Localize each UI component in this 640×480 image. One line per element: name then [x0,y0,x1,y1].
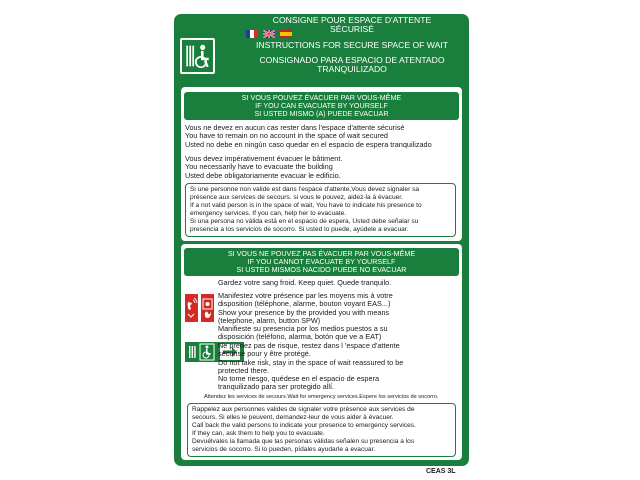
help-line-2: présence aux services de secours. si vous le pouvez, aidez-la à évacuer. [190,194,403,202]
wait-line-3: Do not take risk, stay in the space of wait reassured to be [218,357,404,367]
evacuate-es: Usted debe obligatoriamente evacuar le edificio. [185,170,341,180]
remind-line-1: Rappelez aux personnes valides de signaler votre présence aux services de [192,406,415,413]
remind-line-6: servicios de socorro. Si lo pueden, pídales ayudarle a evacuar. [192,446,376,454]
signal-line-2: disposition (téléphone, alarme, bouton voyant EAS...) [218,299,391,309]
section-cannot-evacuate [181,244,462,460]
remain-instruction [185,124,432,149]
sign-header [174,14,469,84]
can-evacuate-fr: SI VOUS POUVEZ ÉVACUER PAR VOUS-MÊME [241,93,402,102]
remind-line-4: If they can, ask them to help you to evacuate. [192,430,325,438]
help-line-4: emergency services. If you can, help her to evacuate. [190,210,347,218]
signal-line-5: Manifieste su presencia por los medios puestos a su [218,324,388,334]
wait-line-6: tranquilizado para ser protegido allí. [218,382,335,392]
product-reference: CEAS 3L [426,468,456,475]
remain-es: Usted no debe en ningún caso quedar en el espacio de espera tranquilizado [185,139,432,149]
remind-line-3: Call back the valid persons to indicate your presence to emergency services. [192,422,416,430]
signal-line-3: Show your presence by the provided you with means [218,307,390,317]
cannot-evacuate-fr: SI VOUS NE POUVEZ PAS ÉVACUER PAR VOUS-MÊME [227,249,416,258]
help-line-5: Si una persona no válida está en el espacio de espera, Usted debe señalar su [190,218,419,226]
fire-alarm-icon [201,294,214,322]
spanish-title-line1: CONSIGNADO PARA ESPACIO DE ATENTADO [259,55,445,65]
cannot-evacuate-banner [184,248,459,276]
france-flag-icon [246,30,258,38]
signal-line-6: disposición (teléfono, alarma, botón que ve a EAT) [218,332,382,342]
can-evacuate-banner [184,92,459,120]
can-evacuate-en: IF YOU CAN EVACUATE BY YOURSELF [255,101,388,110]
section-can-evacuate [181,87,462,241]
spain-flag-icon [280,30,292,38]
remain-fr: Vous ne devez en aucun cas rester dans l'espace d'attente sécurisé [185,123,405,132]
wait-safely-text [218,342,403,392]
spanish-title-line2: TRANQUILIZADO [317,64,387,74]
wait-services-note: Attendez les services de secours.Wait for emergency services.Espere los servicios de socorro. [204,394,439,400]
uk-flag-icon [263,30,275,38]
help-line-6: presencia a los servicios de socorro. Si usted lo puede, ayúdele a evacuar. [190,226,409,234]
remind-line-5: Devuélvales la llamada que las personas válidas señalen su presencia a los [192,438,415,446]
cannot-evacuate-es: SI USTED MISMOS NACIDO PUEDE NO EVACUAR [236,265,407,274]
evacuate-fr: Vous devez impérativement évacuer le bâtiment. [185,154,343,163]
signal-line-1: Manifestez votre présence par les moyens mis à votre [218,291,393,300]
wheelchair-safe-space-icon [180,38,215,74]
help-invalid-person-box [185,183,456,237]
signal-line-4: (telephone, alarm, button SPW) [218,315,321,325]
wait-line-4: protected there. [218,365,270,375]
evacuate-en: You necessarily have to evacuate the building [185,162,333,172]
wait-line-1: Ne prenez pas de risque, restez dans l 'espace d'attente [218,341,400,350]
french-title-line2: SÉCURISÉ [330,24,374,34]
remain-en: You have to remain on no account in the space of wait secured [185,131,388,141]
emergency-phone-icon [185,294,198,322]
help-line-1: Si une personne non valide est dans l'espace d'attente,Vous devez signaler sa [190,186,420,193]
language-flags [246,30,292,38]
wait-line-2: sécurisé pour y être protégé. [218,349,311,359]
help-line-3: If a not valid person is in the space of wait, You have to indicate his presence to [190,202,422,210]
french-title-line1: CONSIGNE POUR ESPACE D'ATTENTE [272,15,432,25]
remind-line-2: secours. Si elles le peuvent, demandez-leur de vous aider à évacuer. [192,414,394,422]
remind-valid-persons-box [187,403,456,457]
signal-presence-text [218,292,393,342]
wait-line-5: No tome riesgo, quédese en el espacio de espera [218,374,380,384]
english-title: INSTRUCTIONS FOR SECURE SPACE OF WAIT [256,40,448,50]
safety-sign [174,14,469,466]
cannot-evacuate-en: IF YOU CANNOT EVACUATE BY YOURSELF [247,257,396,266]
keep-calm-text: Gardez votre sang froid. Keep quiet. Quede tranquilo. [218,278,392,287]
can-evacuate-es: SI USTED MISMO (A) PUEDE EVACUAR [254,109,389,118]
evacuate-instruction [185,155,342,180]
